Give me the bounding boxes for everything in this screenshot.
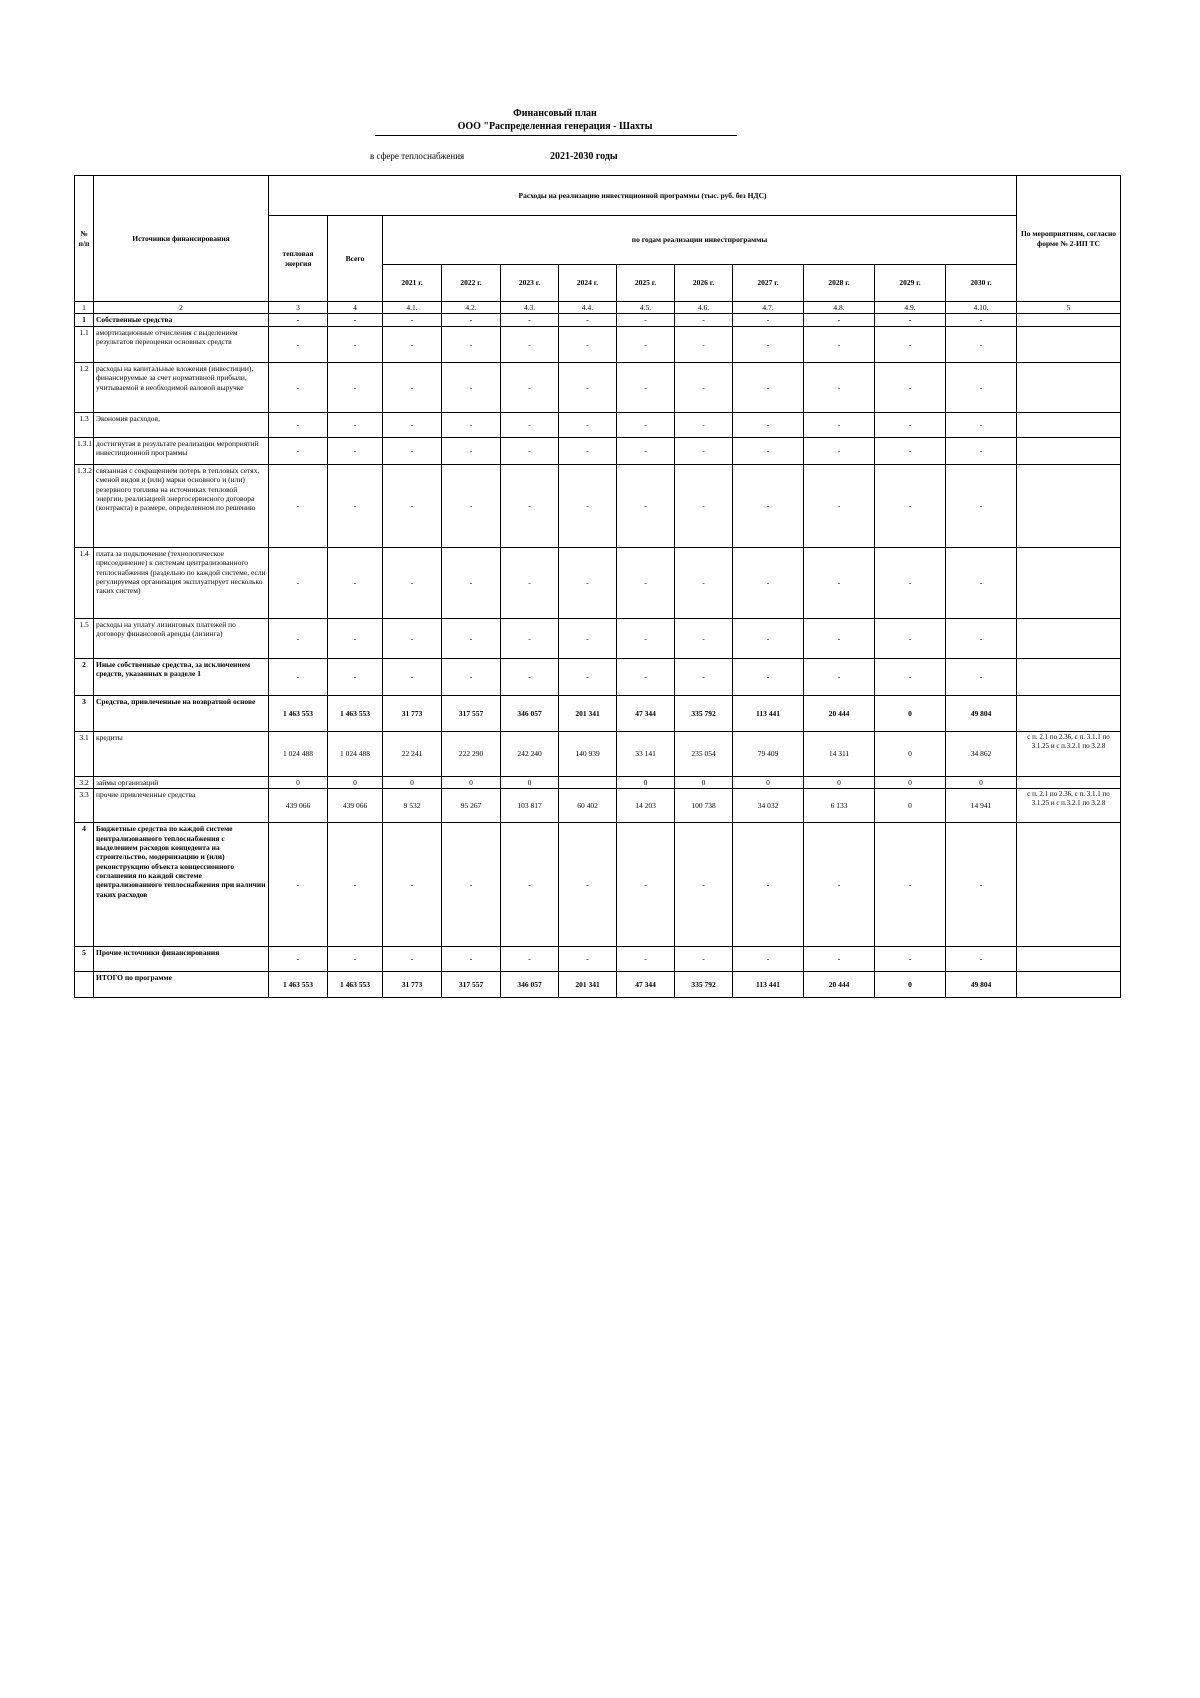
value-cell: - (946, 547, 1017, 618)
value-cell: - (328, 412, 383, 437)
value-cell: - (733, 947, 804, 972)
column-number: 4.5. (617, 302, 675, 314)
value-cell: - (269, 412, 328, 437)
value-cell: - (442, 947, 501, 972)
value-cell: - (675, 618, 733, 658)
value-cell: 20 444 (804, 972, 875, 998)
value-cell: 47 344 (617, 695, 675, 731)
value-cell: 33 141 (617, 731, 675, 776)
value-cell: - (559, 618, 617, 658)
value-cell: - (733, 437, 804, 464)
value-cell: - (946, 362, 1017, 412)
column-number: 4.8. (804, 302, 875, 314)
value-cell: 0 (946, 776, 1017, 788)
value-cell: 14 311 (804, 731, 875, 776)
row-note (1017, 362, 1121, 412)
value-cell: - (617, 947, 675, 972)
value-cell: - (328, 658, 383, 695)
row-number: 3.2 (75, 776, 94, 788)
value-cell: 60 402 (559, 789, 617, 823)
row-label: расходы на уплату лизинговых платежей по договору финансовой аренды (лизинга) (94, 618, 269, 658)
value-cell: - (501, 658, 559, 695)
value-cell: 0 (617, 776, 675, 788)
value-cell: - (269, 823, 328, 947)
value-cell: - (269, 362, 328, 412)
header-year: 2022 г. (442, 265, 501, 302)
value-cell: 439 066 (328, 789, 383, 823)
value-cell: - (559, 464, 617, 547)
row-number: 2 (75, 658, 94, 695)
table-row (75, 326, 1121, 362)
value-cell: - (675, 362, 733, 412)
row-label: Средства, привлеченные на возвратной основе (94, 695, 269, 731)
value-cell: - (617, 314, 675, 326)
row-number (75, 972, 94, 998)
value-cell: 22 241 (383, 731, 442, 776)
header-activities: По мероприятиям, согласно форме № 2-ИП ТС (1017, 176, 1121, 302)
row-note (1017, 326, 1121, 362)
value-cell: - (804, 823, 875, 947)
value-cell: 242 240 (501, 731, 559, 776)
row-label: Бюджетные средства по каждой системе централизованного теплоснабжения с выделением расходов концедента на строительство, модернизацию и (или) реконструкцию объекта концессионного соглашения по каждой системе централизованного теплоснабжения при наличии таких расходов (94, 823, 269, 947)
value-cell: - (804, 658, 875, 695)
value-cell: - (617, 547, 675, 618)
value-cell: - (559, 823, 617, 947)
header-year: 2030 г. (946, 265, 1017, 302)
value-cell: - (675, 412, 733, 437)
row-number: 1 (75, 314, 94, 326)
value-cell: - (383, 658, 442, 695)
row-note (1017, 464, 1121, 547)
value-cell: - (804, 314, 875, 326)
value-cell: - (383, 947, 442, 972)
value-cell: - (733, 823, 804, 947)
value-cell: 113 441 (733, 972, 804, 998)
value-cell: 235 054 (675, 731, 733, 776)
row-note: с п. 2.1 по 2.36, с п. 3.1.1 по 3.1.25 и с п.3.2.1 по 3.2.8 (1017, 731, 1121, 776)
value-cell: - (442, 618, 501, 658)
row-number: 1.5 (75, 618, 94, 658)
header-year: 2026 г. (675, 265, 733, 302)
value-cell: - (383, 326, 442, 362)
value-cell: - (617, 437, 675, 464)
value-cell: 201 341 (559, 972, 617, 998)
column-numbers-row (75, 302, 1121, 314)
column-number: 2 (94, 302, 269, 314)
value-cell: - (383, 437, 442, 464)
table-row (75, 464, 1121, 547)
value-cell: 439 066 (269, 789, 328, 823)
header-year: 2028 г. (804, 265, 875, 302)
row-label: ИТОГО по программе (94, 972, 269, 998)
table-row (75, 731, 1121, 776)
value-cell: 14 203 (617, 789, 675, 823)
value-cell: - (442, 547, 501, 618)
value-cell: - (733, 412, 804, 437)
column-number: 3 (269, 302, 328, 314)
value-cell: - (946, 437, 1017, 464)
row-note (1017, 823, 1121, 947)
value-cell: - (383, 412, 442, 437)
column-number: 4 (328, 302, 383, 314)
value-cell: 34 862 (946, 731, 1017, 776)
value-cell: 20 444 (804, 695, 875, 731)
value-cell: 34 032 (733, 789, 804, 823)
value-cell: - (946, 947, 1017, 972)
value-cell: - (675, 314, 733, 326)
value-cell: - (875, 823, 946, 947)
value-cell: 79 409 (733, 731, 804, 776)
value-cell: - (501, 437, 559, 464)
value-cell: - (501, 314, 559, 326)
header-year: 2025 г. (617, 265, 675, 302)
value-cell: 317 557 (442, 972, 501, 998)
value-cell: 0 (875, 972, 946, 998)
value-cell: - (875, 618, 946, 658)
column-number: 4.1. (383, 302, 442, 314)
value-cell: 317 557 (442, 695, 501, 731)
table-row (75, 789, 1121, 823)
value-cell: - (328, 326, 383, 362)
header-by-years: по годам реализации инвестпрограммы (383, 216, 1017, 265)
value-cell: 0 (875, 789, 946, 823)
value-cell (559, 776, 617, 788)
table-row (75, 776, 1121, 788)
value-cell: - (559, 362, 617, 412)
value-cell: 140 939 (559, 731, 617, 776)
value-cell: - (804, 464, 875, 547)
value-cell: - (804, 326, 875, 362)
value-cell: - (442, 314, 501, 326)
table-row (75, 547, 1121, 618)
title-underline (375, 135, 737, 136)
value-cell: - (733, 362, 804, 412)
value-cell: - (946, 618, 1017, 658)
row-note (1017, 618, 1121, 658)
value-cell: - (675, 658, 733, 695)
value-cell: - (442, 658, 501, 695)
value-cell: - (559, 437, 617, 464)
column-number: 1 (75, 302, 94, 314)
row-number: 1.3.2 (75, 464, 94, 547)
value-cell: - (501, 464, 559, 547)
value-cell: - (875, 658, 946, 695)
value-cell: - (946, 314, 1017, 326)
value-cell: - (804, 618, 875, 658)
value-cell: - (946, 658, 1017, 695)
row-note (1017, 437, 1121, 464)
value-cell: - (733, 658, 804, 695)
value-cell: - (875, 947, 946, 972)
row-label: займы организаций (94, 776, 269, 788)
value-cell: - (675, 823, 733, 947)
row-label: Экономия расходов, (94, 412, 269, 437)
value-cell: - (675, 547, 733, 618)
header-sources: Источники финансирования (94, 176, 269, 302)
column-number: 4.10. (946, 302, 1017, 314)
row-number: 4 (75, 823, 94, 947)
value-cell: - (804, 947, 875, 972)
header-year: 2027 г. (733, 265, 804, 302)
financial-plan-table (74, 175, 1121, 998)
value-cell: - (875, 314, 946, 326)
value-cell: 1 024 488 (328, 731, 383, 776)
row-label: плата за подключение (технологическое присоединение) к системам централизованного теплоснабжения (раздельно по каждой системе, если регулируемая организация эксплуатирует несколько таких систем) (94, 547, 269, 618)
value-cell: 1 463 553 (328, 972, 383, 998)
value-cell: - (501, 412, 559, 437)
row-number: 1.3.1 (75, 437, 94, 464)
table-row (75, 658, 1121, 695)
value-cell: - (383, 362, 442, 412)
value-cell: - (328, 314, 383, 326)
value-cell: - (559, 326, 617, 362)
value-cell: - (383, 314, 442, 326)
row-label: достигнутая в результате реализации мероприятий инвестиционной программы (94, 437, 269, 464)
value-cell: 1 463 553 (269, 695, 328, 731)
value-cell: 103 817 (501, 789, 559, 823)
period-label: 2021-2030 годы (550, 151, 618, 162)
row-number: 1.1 (75, 326, 94, 362)
table-row (75, 823, 1121, 947)
value-cell: - (946, 464, 1017, 547)
value-cell: - (501, 618, 559, 658)
column-number: 4.7. (733, 302, 804, 314)
value-cell: - (733, 314, 804, 326)
value-cell: - (675, 464, 733, 547)
row-note: с п. 2.1 по 2.36, с п. 3.1.1 по 3.1.25 и с п.3.2.1 по 3.2.8 (1017, 789, 1121, 823)
value-cell: - (501, 547, 559, 618)
value-cell: 0 (269, 776, 328, 788)
value-cell: 49 804 (946, 695, 1017, 731)
row-number: 5 (75, 947, 94, 972)
value-cell: - (501, 326, 559, 362)
value-cell: - (442, 362, 501, 412)
value-cell: 31 773 (383, 695, 442, 731)
table-row (75, 362, 1121, 412)
value-cell: - (501, 362, 559, 412)
value-cell: - (804, 362, 875, 412)
value-cell: - (269, 618, 328, 658)
value-cell: - (875, 362, 946, 412)
value-cell: 0 (733, 776, 804, 788)
value-cell: - (617, 464, 675, 547)
row-label: Прочие источники финансирования (94, 947, 269, 972)
value-cell: 14 941 (946, 789, 1017, 823)
value-cell: - (269, 658, 328, 695)
table-row (75, 618, 1121, 658)
value-cell: - (328, 618, 383, 658)
doc-title: Финансовый план (513, 108, 597, 119)
row-note (1017, 314, 1121, 326)
row-label: Собственные средства (94, 314, 269, 326)
value-cell: - (617, 823, 675, 947)
column-number: 5 (1017, 302, 1121, 314)
value-cell: 100 738 (675, 789, 733, 823)
value-cell: 222 290 (442, 731, 501, 776)
value-cell: - (675, 437, 733, 464)
header-year: 2023 г. (501, 265, 559, 302)
row-number: 1.2 (75, 362, 94, 412)
row-number: 1.4 (75, 547, 94, 618)
value-cell: - (675, 947, 733, 972)
row-label: связанная с сокращением потерь в тепловых сетях, сменой видов и (или) марки основного и (или) резервного топлива на источниках тепловой энергии, реализацией энергосервисного договора (контракта) в размере, определенном по решению (94, 464, 269, 547)
value-cell: - (269, 437, 328, 464)
value-cell: - (875, 547, 946, 618)
value-cell: - (269, 547, 328, 618)
table-row (75, 947, 1121, 972)
value-cell: - (675, 326, 733, 362)
value-cell: - (383, 464, 442, 547)
value-cell: 0 (875, 695, 946, 731)
table-row (75, 972, 1121, 998)
value-cell: - (269, 947, 328, 972)
value-cell: - (269, 314, 328, 326)
row-label: кредиты (94, 731, 269, 776)
table-row (75, 412, 1121, 437)
value-cell: - (269, 326, 328, 362)
value-cell: - (946, 412, 1017, 437)
value-cell: - (617, 326, 675, 362)
value-cell: - (875, 326, 946, 362)
row-note (1017, 695, 1121, 731)
value-cell: 113 441 (733, 695, 804, 731)
value-cell: - (804, 437, 875, 464)
value-cell: - (559, 412, 617, 437)
value-cell: - (875, 437, 946, 464)
value-cell: - (804, 547, 875, 618)
value-cell: - (559, 314, 617, 326)
row-number: 3.1 (75, 731, 94, 776)
value-cell: 0 (875, 776, 946, 788)
row-label: Иные собственные средства, за исключением средств, указанных в разделе 1 (94, 658, 269, 695)
value-cell: - (328, 362, 383, 412)
value-cell: 6 133 (804, 789, 875, 823)
value-cell: 335 792 (675, 695, 733, 731)
value-cell: 346 057 (501, 972, 559, 998)
header-heat-energy: тепловая энергия (269, 216, 328, 302)
value-cell: - (442, 464, 501, 547)
row-note (1017, 658, 1121, 695)
value-cell: - (328, 547, 383, 618)
value-cell: - (501, 823, 559, 947)
row-number: 3.3 (75, 789, 94, 823)
value-cell: - (559, 658, 617, 695)
table-row (75, 437, 1121, 464)
column-number: 4.2. (442, 302, 501, 314)
value-cell: 31 773 (383, 972, 442, 998)
value-cell: - (442, 437, 501, 464)
value-cell: - (383, 823, 442, 947)
value-cell: 335 792 (675, 972, 733, 998)
value-cell: - (946, 823, 1017, 947)
value-cell: 1 463 553 (269, 972, 328, 998)
header-year: 2021 г. (383, 265, 442, 302)
value-cell: - (559, 547, 617, 618)
column-number: 4.4. (559, 302, 617, 314)
value-cell: - (501, 947, 559, 972)
value-cell: 47 344 (617, 972, 675, 998)
value-cell: - (383, 547, 442, 618)
value-cell: - (733, 547, 804, 618)
column-number: 4.6. (675, 302, 733, 314)
value-cell: - (617, 658, 675, 695)
value-cell: 0 (875, 731, 946, 776)
row-note (1017, 947, 1121, 972)
header-num: № п/п (75, 176, 94, 302)
value-cell: - (383, 618, 442, 658)
value-cell: - (559, 947, 617, 972)
row-label: амортизационные отчисления с выделением результатов переоценки основных средств (94, 326, 269, 362)
row-note (1017, 972, 1121, 998)
value-cell: - (617, 412, 675, 437)
value-cell: - (442, 412, 501, 437)
value-cell: 0 (804, 776, 875, 788)
row-note (1017, 776, 1121, 788)
row-number: 1.3 (75, 412, 94, 437)
header-expenses: Расходы на реализацию инвестиционной программы (тыс. руб. без НДС) (269, 176, 1017, 216)
column-number: 4.9. (875, 302, 946, 314)
value-cell: 0 (383, 776, 442, 788)
value-cell: - (442, 326, 501, 362)
value-cell: - (328, 823, 383, 947)
value-cell: - (328, 437, 383, 464)
value-cell: 1 024 488 (269, 731, 328, 776)
value-cell: 95 267 (442, 789, 501, 823)
value-cell: 9 532 (383, 789, 442, 823)
value-cell: - (875, 412, 946, 437)
value-cell: - (328, 947, 383, 972)
column-number: 4.3. (501, 302, 559, 314)
value-cell: 0 (675, 776, 733, 788)
value-cell: 0 (328, 776, 383, 788)
header-year: 2029 г. (875, 265, 946, 302)
value-cell: 49 804 (946, 972, 1017, 998)
table-row (75, 695, 1121, 731)
value-cell: 0 (501, 776, 559, 788)
value-cell: - (617, 362, 675, 412)
value-cell: 1 463 553 (328, 695, 383, 731)
value-cell: - (269, 464, 328, 547)
value-cell: 201 341 (559, 695, 617, 731)
row-label: расходы на капитальные вложения (инвестиции), финансируемые за счет нормативной прибыли, учитываемой в необходимой валовой выручке (94, 362, 269, 412)
value-cell: - (328, 464, 383, 547)
row-label: прочие привлеченные средства (94, 789, 269, 823)
row-note (1017, 412, 1121, 437)
value-cell: - (733, 618, 804, 658)
value-cell: 346 057 (501, 695, 559, 731)
header-total: Всего (328, 216, 383, 302)
value-cell: - (442, 823, 501, 947)
row-note (1017, 547, 1121, 618)
value-cell: - (617, 618, 675, 658)
value-cell: - (946, 326, 1017, 362)
doc-organization: ООО "Распределенная генерация - Шахты (457, 121, 653, 132)
header-year: 2024 г. (559, 265, 617, 302)
value-cell: - (733, 464, 804, 547)
row-number: 3 (75, 695, 94, 731)
value-cell: - (733, 326, 804, 362)
sphere-label: в сфере теплоснабжения (370, 151, 465, 161)
value-cell: 0 (442, 776, 501, 788)
value-cell: - (875, 464, 946, 547)
table-row (75, 314, 1121, 326)
value-cell: - (804, 412, 875, 437)
